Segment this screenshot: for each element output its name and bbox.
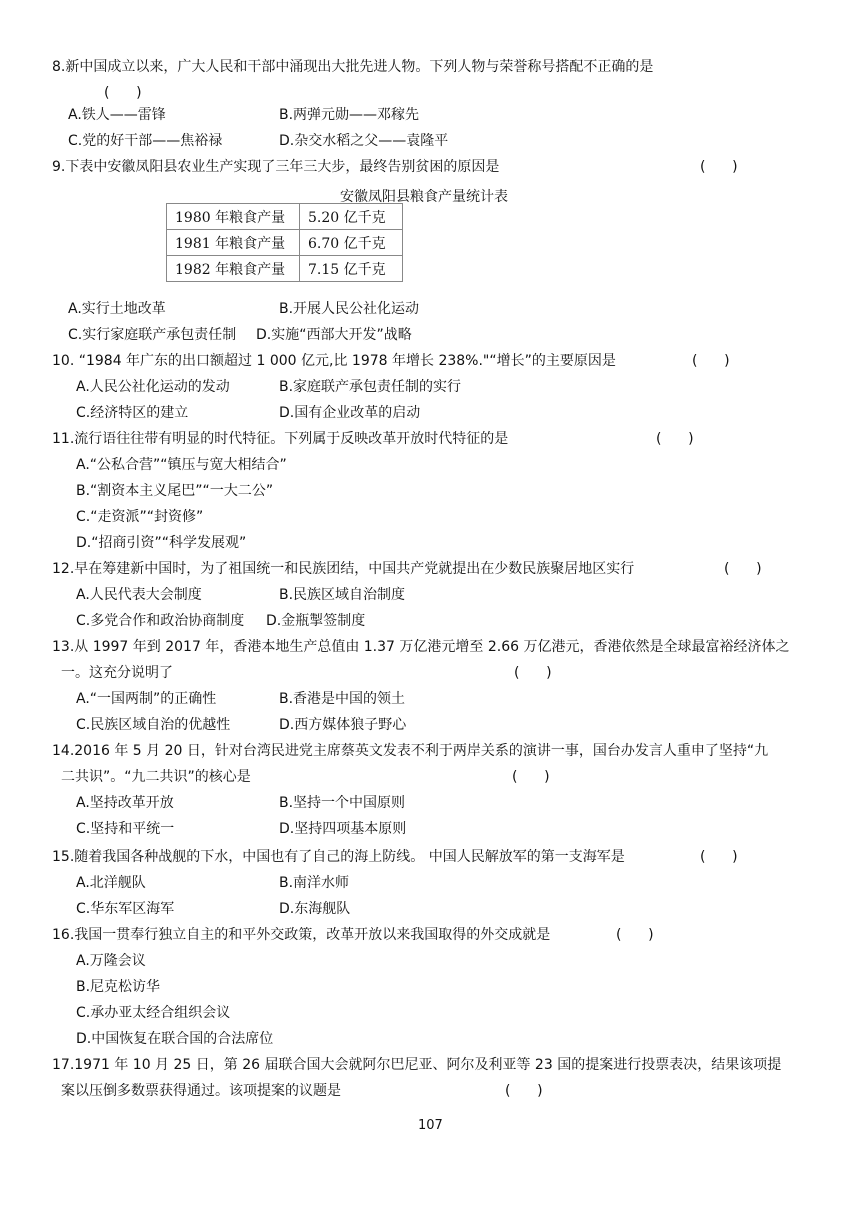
q10-option-a: A.人民公社化运动的发动 — [76, 379, 230, 395]
q15-answer-blank: ( ) — [700, 849, 738, 865]
q9-option-a: A.实行土地改革 — [68, 301, 166, 317]
q8-option-b: B.两弹元勋——邓稼先 — [279, 107, 420, 123]
q12-option-d: D.金瓶掣签制度 — [266, 613, 366, 629]
q10-stem: 10. “1984 年广东的出口额超过 1 000 亿元,比 1978 年增长 238%."“增长”的主要原因是 — [52, 353, 616, 369]
q16-stem: 16.我国一贯奉行独立自主的和平外交政策，改革开放以来我国取得的外交成就是 — [52, 927, 551, 943]
q13-option-d: D.西方媒体狼子野心 — [279, 717, 407, 733]
q10-answer-blank: ( ) — [692, 353, 730, 369]
q15-option-c: C.华东军区海军 — [76, 901, 175, 917]
q12-option-c: C.多党合作和政治协商制度 — [76, 613, 245, 629]
q8-option-d: D.杂交水稻之父——袁隆平 — [279, 133, 449, 149]
q11-answer-blank: ( ) — [656, 431, 694, 447]
table-row — [167, 256, 403, 282]
q15-option-a: A.北洋舰队 — [76, 875, 146, 891]
q13-option-a: A.“一国两制”的正确性 — [76, 691, 217, 707]
table-row — [167, 204, 403, 230]
q12-option-a: A.人民代表大会制度 — [76, 587, 202, 603]
q16-option-d: D.中国恢复在联合国的合法席位 — [76, 1031, 274, 1047]
q10-option-d: D.国有企业改革的启动 — [279, 405, 421, 421]
q11-option-a: A.“公私合营”“镇压与宽大相结合” — [76, 457, 287, 473]
q8-option-c: C.党的好干部——焦裕禄 — [68, 133, 223, 149]
q9-option-d: D.实施“西部大开发”战略 — [256, 327, 412, 343]
q8-option-a: A.铁人——雷锋 — [68, 107, 166, 123]
q13-stem-line2: 一。这充分说明了 — [61, 665, 173, 681]
q13-answer-blank: ( ) — [514, 665, 552, 681]
q15-stem: 15.随着我国各种战舰的下水，中国也有了自己的海上防线。 中国人民解放军的第一支海军是 — [52, 849, 625, 865]
table-cell-year: 1982 年粮食产量 — [167, 256, 300, 282]
page-number: 107 — [418, 1118, 443, 1133]
q9-option-c: C.实行家庭联产承包责任制 — [68, 327, 237, 343]
q17-answer-blank: ( ) — [505, 1083, 543, 1099]
q10-option-c: C.经济特区的建立 — [76, 405, 189, 421]
q14-answer-blank: ( ) — [512, 769, 550, 785]
table-cell-amount: 6.70 亿千克 — [300, 230, 403, 256]
q8-stem: 8.新中国成立以来，广大人民和干部中涌现出大批先进人物。下列人物与荣誉称号搭配不正确的是 — [52, 59, 654, 75]
grain-yield-table — [166, 203, 403, 282]
table-row — [167, 230, 403, 256]
q11-option-d: D.“招商引资”“科学发展观” — [76, 535, 247, 551]
q14-option-a: A.坚持改革开放 — [76, 795, 174, 811]
q9-stem: 9.下表中安徽凤阳县农业生产实现了三年三大步，最终告别贫困的原因是 — [52, 159, 500, 175]
q12-option-b: B.民族区域自治制度 — [279, 587, 406, 603]
q12-stem: 12.早在筹建新中国时，为了祖国统一和民族团结，中国共产党就提出在少数民族聚居地区实行 — [52, 561, 635, 577]
table-cell-year: 1980 年粮食产量 — [167, 204, 300, 230]
q13-stem-line1: 13.从 1997 年到 2017 年，香港本地生产总值由 1.37 万亿港元增至 2.66 万亿港元，香港依然是全球最富裕经济体之 — [52, 639, 790, 655]
q15-option-d: D.东海舰队 — [279, 901, 351, 917]
q14-option-b: B.坚持一个中国原则 — [279, 795, 406, 811]
q16-option-a: A.万隆会议 — [76, 953, 146, 969]
q9-option-b: B.开展人民公社化运动 — [279, 301, 420, 317]
q11-option-b: B.“割资本主义尾巴”“一大二公” — [76, 483, 274, 499]
q14-stem-line1: 14.2016 年 5 月 20 日，针对台湾民进党主席蔡英文发表不利于两岸关系的演讲一事，国台办发言人重申了坚持“九 — [52, 743, 769, 759]
q13-option-c: C.民族区域自治的优越性 — [76, 717, 231, 733]
q14-option-d: D.坚持四项基本原则 — [279, 821, 407, 837]
q11-stem: 11.流行语往往带有明显的时代特征。下列属于反映改革开放时代特征的是 — [52, 431, 509, 447]
q15-option-b: B.南洋水师 — [279, 875, 350, 891]
q17-stem-line1: 17.1971 年 10 月 25 日，第 26 届联合国大会就阿尔巴尼亚、阿尔及利亚等 23 国的提案进行投票表决，结果该项提 — [52, 1057, 782, 1073]
q17-stem-line2: 案以压倒多数票获得通过。该项提案的议题是 — [61, 1083, 341, 1099]
q14-option-c: C.坚持和平统一 — [76, 821, 175, 837]
q9-answer-blank: ( ) — [700, 159, 738, 175]
q11-option-c: C.“走资派”“封资修” — [76, 509, 204, 525]
q14-stem-line2: 二共识”。“九二共识”的核心是 — [61, 769, 251, 785]
q10-option-b: B.家庭联产承包责任制的实行 — [279, 379, 462, 395]
table-cell-amount: 5.20 亿千克 — [300, 204, 403, 230]
q9-table-caption: 安徽凤阳县粮食产量统计表 — [340, 189, 508, 205]
q8-answer-blank: ( ) — [104, 85, 142, 101]
q16-answer-blank: ( ) — [616, 927, 654, 943]
q16-option-c: C.承办亚太经合组织会议 — [76, 1005, 231, 1021]
table-cell-amount: 7.15 亿千克 — [300, 256, 403, 282]
q16-option-b: B.尼克松访华 — [76, 979, 161, 995]
table-cell-year: 1981 年粮食产量 — [167, 230, 300, 256]
q13-option-b: B.香港是中国的领土 — [279, 691, 406, 707]
q12-answer-blank: ( ) — [724, 561, 762, 577]
